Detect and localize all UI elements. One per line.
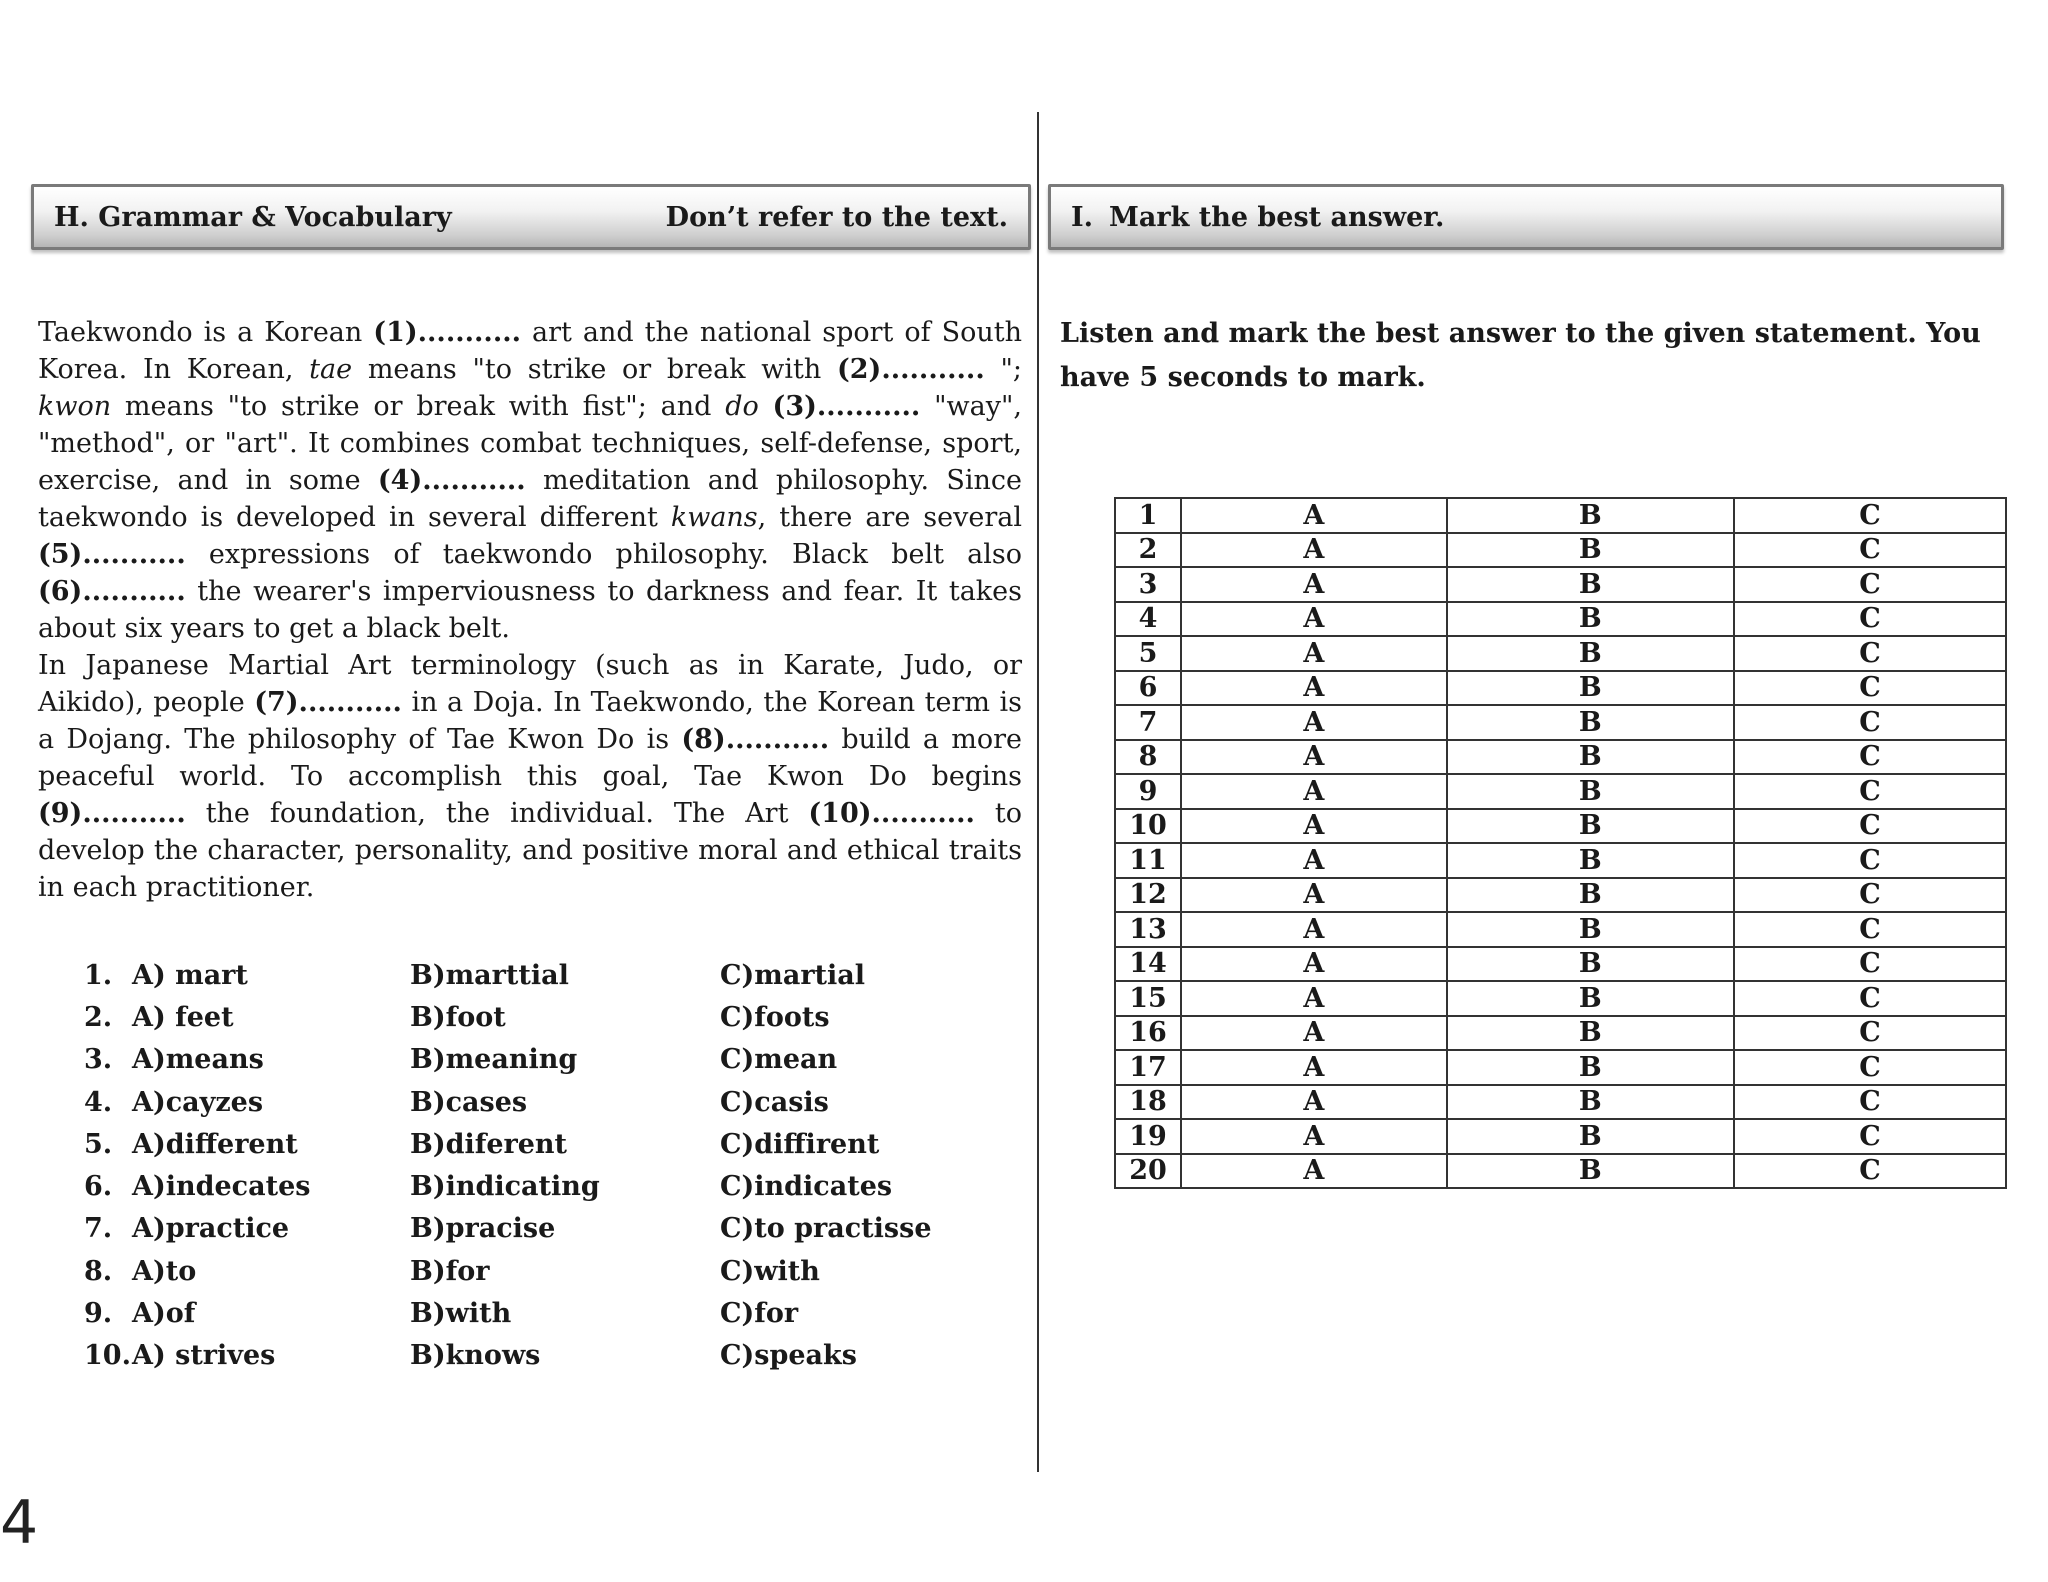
- answer-row: [1115, 602, 2006, 637]
- option-b[interactable]: B)meaning: [410, 1044, 578, 1076]
- blank-marker: (2)...........: [837, 354, 985, 385]
- blank-marker: (7)...........: [254, 687, 402, 718]
- answer-row-number: 4: [1115, 602, 1181, 637]
- option-number: 8.: [84, 1255, 113, 1287]
- option-number: 1.: [84, 959, 113, 991]
- option-c[interactable]: C)diffirent: [720, 1128, 880, 1160]
- answer-row-number: 16: [1115, 1016, 1181, 1051]
- option-a[interactable]: A) strives: [132, 1340, 276, 1372]
- answer-row: [1115, 498, 2006, 533]
- answer-choice-a[interactable]: A: [1181, 1119, 1447, 1154]
- passage-text: expressions of taekwondo philosophy. Black belt also: [185, 539, 1022, 570]
- answer-choice-c[interactable]: C: [1734, 809, 2006, 844]
- answer-choice-c[interactable]: C: [1734, 533, 2006, 568]
- answer-choice-b[interactable]: B: [1447, 1119, 1734, 1154]
- passage-text: in a Doja. In Taekwondo, the Korean term is a Dojang. The philosophy of Tae Kwon Do is: [38, 687, 1022, 755]
- italic-term: kwon: [38, 391, 112, 422]
- option-a[interactable]: A)practice: [132, 1213, 290, 1245]
- option-a[interactable]: A)different: [132, 1128, 298, 1160]
- answer-choice-a[interactable]: A: [1181, 740, 1447, 775]
- option-number: 4.: [84, 1086, 113, 1118]
- blank-marker: (1)...........: [373, 317, 522, 348]
- answer-choice-c[interactable]: C: [1734, 705, 2006, 740]
- answer-row: [1115, 533, 2006, 568]
- answer-choice-a[interactable]: A: [1181, 1050, 1447, 1085]
- answer-row: [1115, 878, 2006, 913]
- answer-choice-a[interactable]: A: [1181, 1085, 1447, 1120]
- answer-row: [1115, 1050, 2006, 1085]
- passage-text: means "to strike or break with: [352, 354, 837, 385]
- option-a[interactable]: A)cayzes: [132, 1086, 264, 1118]
- answer-choice-b[interactable]: B: [1447, 671, 1734, 706]
- answer-choice-a[interactable]: A: [1181, 774, 1447, 809]
- option-a[interactable]: A)to: [132, 1255, 197, 1287]
- answer-row-number: 20: [1115, 1154, 1181, 1189]
- answer-choice-a[interactable]: A: [1181, 912, 1447, 947]
- option-a[interactable]: A)indecates: [132, 1171, 311, 1203]
- answer-choice-b[interactable]: B: [1447, 912, 1734, 947]
- answer-choice-a[interactable]: A: [1181, 705, 1447, 740]
- italic-term: tae: [309, 354, 353, 385]
- option-c[interactable]: C)to practisse: [720, 1213, 932, 1245]
- answer-row-number: 17: [1115, 1050, 1181, 1085]
- answer-row: [1115, 981, 2006, 1016]
- answer-choice-c[interactable]: C: [1734, 1016, 2006, 1051]
- answer-row-number: 11: [1115, 843, 1181, 878]
- answer-row-number: 7: [1115, 705, 1181, 740]
- answer-choice-a[interactable]: A: [1181, 843, 1447, 878]
- answer-choice-b[interactable]: B: [1447, 533, 1734, 568]
- answer-row-number: 12: [1115, 878, 1181, 913]
- answer-choice-c[interactable]: C: [1734, 740, 2006, 775]
- option-b[interactable]: B)for: [410, 1255, 490, 1287]
- passage-paragraph-1: [38, 314, 1022, 647]
- answer-row-number: 9: [1115, 774, 1181, 809]
- answer-choice-a[interactable]: A: [1181, 1154, 1447, 1189]
- section-h-header: [31, 184, 1031, 250]
- option-row: [84, 1335, 984, 1377]
- option-b[interactable]: B)with: [410, 1298, 512, 1330]
- option-number: 2.: [84, 1001, 113, 1033]
- answer-choice-c[interactable]: C: [1734, 1085, 2006, 1120]
- option-b[interactable]: B)indicating: [410, 1171, 600, 1203]
- option-b[interactable]: B)cases: [410, 1086, 528, 1118]
- answer-row: [1115, 740, 2006, 775]
- answer-choice-c[interactable]: C: [1734, 636, 2006, 671]
- answer-choice-b[interactable]: B: [1447, 947, 1734, 982]
- option-b[interactable]: B)pracise: [410, 1213, 556, 1245]
- option-number: 9.: [84, 1298, 113, 1330]
- option-number: 5.: [84, 1128, 113, 1160]
- answer-choice-c[interactable]: C: [1734, 1050, 2006, 1085]
- answer-choice-b[interactable]: B: [1447, 878, 1734, 913]
- page-number: 4: [0, 1488, 39, 1558]
- column-divider: [1037, 112, 1039, 1472]
- answer-choice-b[interactable]: B: [1447, 774, 1734, 809]
- answer-choice-c[interactable]: C: [1734, 774, 2006, 809]
- answer-choice-b[interactable]: B: [1447, 636, 1734, 671]
- answer-choice-a[interactable]: A: [1181, 498, 1447, 533]
- answer-row: [1115, 1085, 2006, 1120]
- blank-marker: (9)...........: [38, 798, 186, 829]
- passage-text: [759, 391, 773, 422]
- answer-choice-c[interactable]: C: [1734, 1119, 2006, 1154]
- option-c[interactable]: C)with: [720, 1255, 820, 1287]
- answer-row: [1115, 636, 2006, 671]
- option-row: [84, 1039, 984, 1081]
- blank-marker: (10)...........: [808, 798, 975, 829]
- italic-term: kwans: [670, 502, 758, 533]
- answer-row: [1115, 947, 2006, 982]
- option-number: 7.: [84, 1213, 113, 1245]
- answer-row: [1115, 1119, 2006, 1154]
- answer-choice-b[interactable]: B: [1447, 705, 1734, 740]
- listening-instruction: Listen and mark the best answer to the given statement. You have 5 seconds to mark.: [1060, 318, 1981, 393]
- answer-choice-b[interactable]: B: [1447, 498, 1734, 533]
- option-c[interactable]: C)for: [720, 1298, 799, 1330]
- answer-choice-c[interactable]: C: [1734, 843, 2006, 878]
- answer-row: [1115, 912, 2006, 947]
- answer-row: [1115, 671, 2006, 706]
- passage-text: Taekwondo is a Korean: [38, 317, 374, 348]
- blank-marker: (4)...........: [377, 465, 526, 496]
- answer-choice-c[interactable]: C: [1734, 912, 2006, 947]
- answer-choice-a[interactable]: A: [1181, 671, 1447, 706]
- option-c[interactable]: C)casis: [720, 1086, 829, 1118]
- answer-row: [1115, 705, 2006, 740]
- answer-row-number: 15: [1115, 981, 1181, 1016]
- blank-marker: (8)...........: [681, 724, 830, 755]
- option-b[interactable]: B)marttial: [410, 959, 569, 991]
- passage-text: build a more peaceful world. To accomplish this goal, Tae Kwon Do begins: [38, 724, 1022, 792]
- option-row: [84, 954, 984, 996]
- option-number: 10.: [84, 1340, 131, 1372]
- option-c[interactable]: C)indicates: [720, 1171, 893, 1203]
- answer-choice-b[interactable]: B: [1447, 1016, 1734, 1051]
- answer-choice-b[interactable]: B: [1447, 809, 1734, 844]
- answer-choice-c[interactable]: C: [1734, 671, 2006, 706]
- answer-row-number: 18: [1115, 1085, 1181, 1120]
- answer-choice-c[interactable]: C: [1734, 947, 2006, 982]
- answer-choice-a[interactable]: A: [1181, 533, 1447, 568]
- answer-row-number: 13: [1115, 912, 1181, 947]
- option-row: [84, 1292, 984, 1334]
- answer-choice-a[interactable]: A: [1181, 878, 1447, 913]
- option-b[interactable]: B)foot: [410, 1001, 506, 1033]
- answer-choice-b[interactable]: B: [1447, 602, 1734, 637]
- answer-choice-a[interactable]: A: [1181, 567, 1447, 602]
- passage-text: art and the national sport of South Korea. In Korean,: [38, 317, 1022, 385]
- option-c[interactable]: C)speaks: [720, 1340, 857, 1372]
- answer-options-list: [84, 954, 984, 1377]
- answer-row: [1115, 567, 2006, 602]
- answer-choice-b[interactable]: B: [1447, 1085, 1734, 1120]
- answer-sheet-table: [1114, 497, 2007, 1189]
- answer-choice-b[interactable]: B: [1447, 1050, 1734, 1085]
- option-a[interactable]: A)means: [132, 1044, 264, 1076]
- answer-row: [1115, 809, 2006, 844]
- passage-text: the foundation, the individual. The Art: [185, 798, 809, 829]
- answer-choice-a[interactable]: A: [1181, 981, 1447, 1016]
- option-a[interactable]: A)of: [132, 1298, 196, 1330]
- option-number: 3.: [84, 1044, 113, 1076]
- answer-row-number: 5: [1115, 636, 1181, 671]
- answer-row-number: 3: [1115, 567, 1181, 602]
- passage-paragraph-2: [38, 647, 1022, 906]
- option-row: [84, 1208, 984, 1250]
- cloze-passage: [38, 314, 1022, 906]
- answer-choice-a[interactable]: A: [1181, 636, 1447, 671]
- answer-row-number: 14: [1115, 947, 1181, 982]
- section-h-note: Don’t refer to the text.: [665, 201, 1008, 233]
- answer-row-number: 19: [1115, 1119, 1181, 1154]
- passage-text: meditation and philosophy. Since taekwondo is developed in several different: [38, 465, 1022, 533]
- answer-choice-a[interactable]: A: [1181, 809, 1447, 844]
- passage-text: to develop the character, personality, and positive moral and ethical traits in each practitioner.: [38, 798, 1022, 903]
- answer-choice-c[interactable]: C: [1734, 498, 2006, 533]
- answer-choice-b[interactable]: B: [1447, 567, 1734, 602]
- answer-choice-b[interactable]: B: [1447, 1154, 1734, 1189]
- passage-text: means "to strike or break with fist"; and: [111, 391, 726, 422]
- option-row: [84, 1250, 984, 1292]
- passage-text: "way", "method", or "art". It combines combat techniques, self-defense, sport, exercise, and in some: [38, 391, 1022, 496]
- answer-choice-b[interactable]: B: [1447, 981, 1734, 1016]
- option-row: [84, 1081, 984, 1123]
- option-c[interactable]: C)mean: [720, 1044, 838, 1076]
- italic-term: do: [725, 391, 759, 422]
- answer-row: [1115, 774, 2006, 809]
- option-c[interactable]: C)foots: [720, 1001, 830, 1033]
- answer-choice-c[interactable]: C: [1734, 981, 2006, 1016]
- answer-row: [1115, 1154, 2006, 1189]
- passage-text: ";: [984, 354, 1022, 385]
- answer-choice-a[interactable]: A: [1181, 947, 1447, 982]
- answer-choice-c[interactable]: C: [1734, 602, 2006, 637]
- answer-row: [1115, 1016, 2006, 1051]
- answer-row-number: 1: [1115, 498, 1181, 533]
- answer-row-number: 10: [1115, 809, 1181, 844]
- option-a[interactable]: A) feet: [132, 1001, 234, 1033]
- answer-choice-b[interactable]: B: [1447, 843, 1734, 878]
- blank-marker: (5)...........: [38, 539, 186, 570]
- answer-choice-c[interactable]: C: [1734, 1154, 2006, 1189]
- blank-marker: (6)...........: [38, 576, 186, 607]
- answer-row-number: 8: [1115, 740, 1181, 775]
- answer-choice-a[interactable]: A: [1181, 1016, 1447, 1051]
- answer-row-number: 6: [1115, 671, 1181, 706]
- answer-row: [1115, 843, 2006, 878]
- option-row: [84, 1165, 984, 1207]
- passage-text: , there are several: [757, 502, 1022, 533]
- answer-row-number: 2: [1115, 533, 1181, 568]
- section-i-number: I.: [1071, 201, 1094, 233]
- option-row: [84, 1123, 984, 1165]
- answer-choice-c[interactable]: C: [1734, 878, 2006, 913]
- answer-choice-c[interactable]: C: [1734, 567, 2006, 602]
- passage-text: the wearer's imperviousness to darkness and fear. It takes about six years to get a black belt.: [38, 576, 1022, 644]
- option-a[interactable]: A) mart: [132, 959, 248, 991]
- option-b[interactable]: B)knows: [410, 1340, 541, 1372]
- option-row: [84, 996, 984, 1038]
- option-b[interactable]: B)diferent: [410, 1128, 568, 1160]
- blank-marker: (3)...........: [772, 391, 921, 422]
- section-i-header: [1048, 184, 2004, 250]
- section-i-title: Mark the best answer.: [1109, 201, 1445, 233]
- option-number: 6.: [84, 1171, 113, 1203]
- answer-choice-a[interactable]: A: [1181, 602, 1447, 637]
- answer-choice-b[interactable]: B: [1447, 740, 1734, 775]
- option-c[interactable]: C)martial: [720, 959, 866, 991]
- section-h-title: H. Grammar & Vocabulary: [54, 201, 452, 233]
- passage-text: In Japanese Martial Art terminology (such as in Karate, Judo, or Aikido), people: [38, 650, 1022, 718]
